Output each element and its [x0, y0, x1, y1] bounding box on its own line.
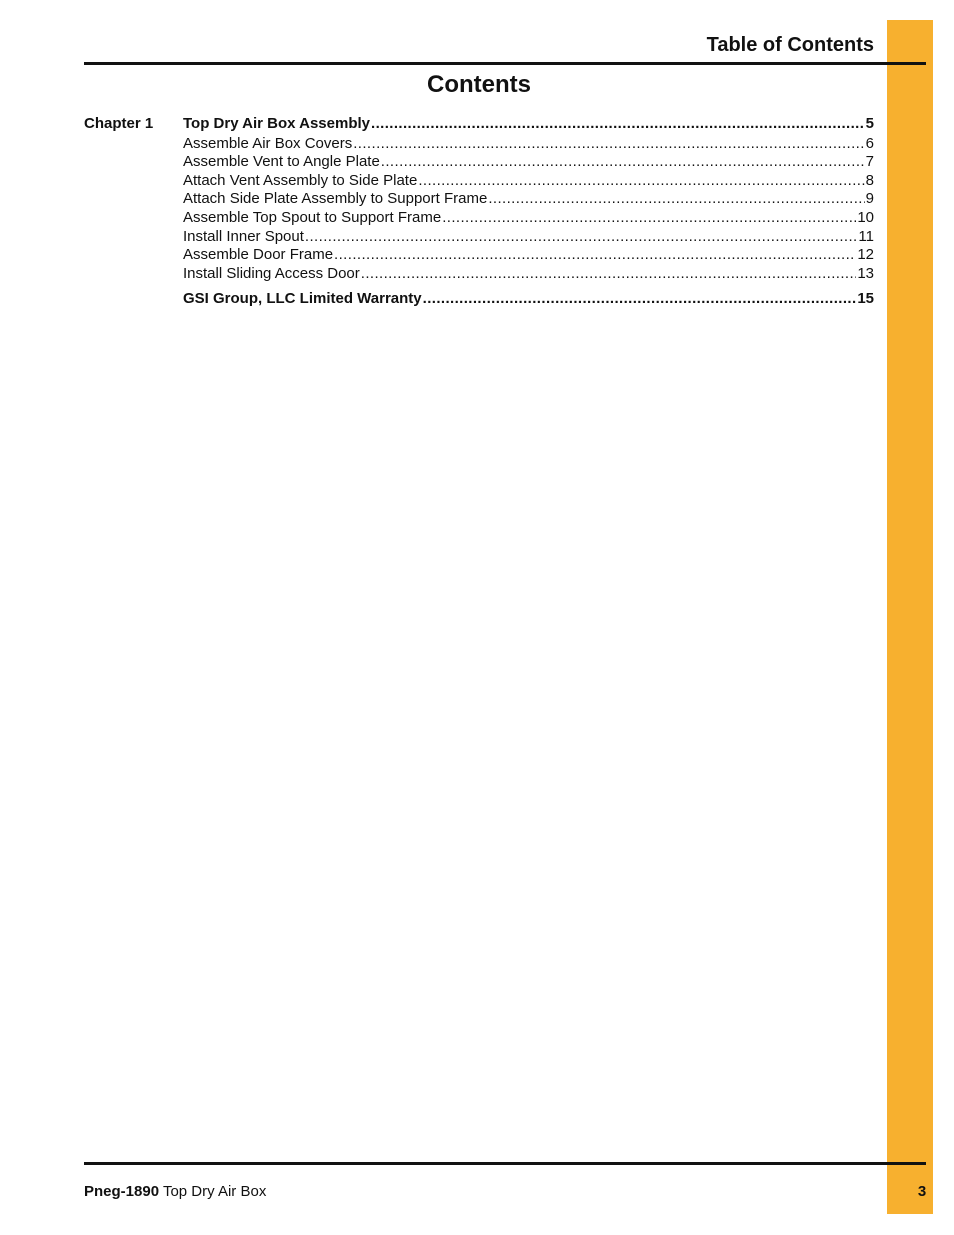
toc-entry-title: Attach Vent Assembly to Side Plate [183, 172, 418, 189]
toc-entry-page: 10 [857, 209, 874, 226]
toc-entry-title: GSI Group, LLC Limited Warranty [183, 290, 422, 307]
header-rule [84, 62, 926, 65]
toc-entry-title: Assemble Top Spout to Support Frame [183, 209, 442, 226]
toc-entry-chapter-title[interactable] [183, 115, 874, 133]
toc-entry-title: Attach Side Plate Assembly to Support Frame [183, 190, 488, 207]
toc-entry[interactable] [183, 228, 874, 246]
dot-leader [353, 135, 864, 153]
toc-entry-warranty[interactable] [183, 290, 874, 308]
toc-entry-page: 7 [865, 153, 874, 170]
toc-entry-page: 13 [857, 265, 874, 282]
toc-entry-page: 11 [858, 228, 874, 245]
dot-leader [305, 228, 858, 246]
toc-entry-page: 8 [865, 172, 874, 189]
toc-entry[interactable] [183, 190, 874, 208]
dot-leader [488, 190, 864, 208]
chapter-label: Chapter 1 [84, 115, 154, 132]
toc-entry-title: Top Dry Air Box Assembly [183, 115, 370, 132]
dot-leader [442, 209, 856, 227]
toc-entry-page: 9 [865, 190, 874, 207]
side-tab-bar [887, 20, 933, 1214]
toc-entry[interactable] [183, 135, 874, 153]
dot-leader [423, 290, 857, 308]
toc-entry-page: 5 [865, 115, 874, 132]
toc-entry[interactable] [183, 209, 874, 227]
page-number: 3 [917, 1183, 927, 1200]
document-title: Top Dry Air Box [162, 1183, 267, 1200]
page-title: Contents [427, 71, 531, 98]
toc-entry-page: 15 [857, 290, 874, 307]
toc-entry-page: 12 [857, 246, 874, 263]
toc-entry-title: Assemble Air Box Covers [183, 135, 353, 152]
toc-entry-page: 6 [865, 135, 874, 152]
toc-entry-title: Install Sliding Access Door [183, 265, 360, 282]
toc-entry[interactable] [183, 265, 874, 283]
dot-leader [334, 246, 856, 264]
footer-rule [84, 1162, 926, 1165]
header-title: Table of Contents [706, 34, 874, 56]
footer-document-label [84, 1183, 266, 1200]
dot-leader [381, 153, 865, 171]
document-id: Pneg-1890 [84, 1183, 160, 1200]
toc-entry[interactable] [183, 172, 874, 190]
dot-leader [371, 115, 865, 133]
dot-leader [418, 172, 864, 190]
toc-entry[interactable] [183, 246, 874, 264]
toc-entry-title: Assemble Door Frame [183, 246, 334, 263]
toc-entry-title: Install Inner Spout [183, 228, 304, 245]
toc-entry-title: Assemble Vent to Angle Plate [183, 153, 380, 170]
toc-entry[interactable] [183, 153, 874, 171]
dot-leader [361, 265, 857, 283]
